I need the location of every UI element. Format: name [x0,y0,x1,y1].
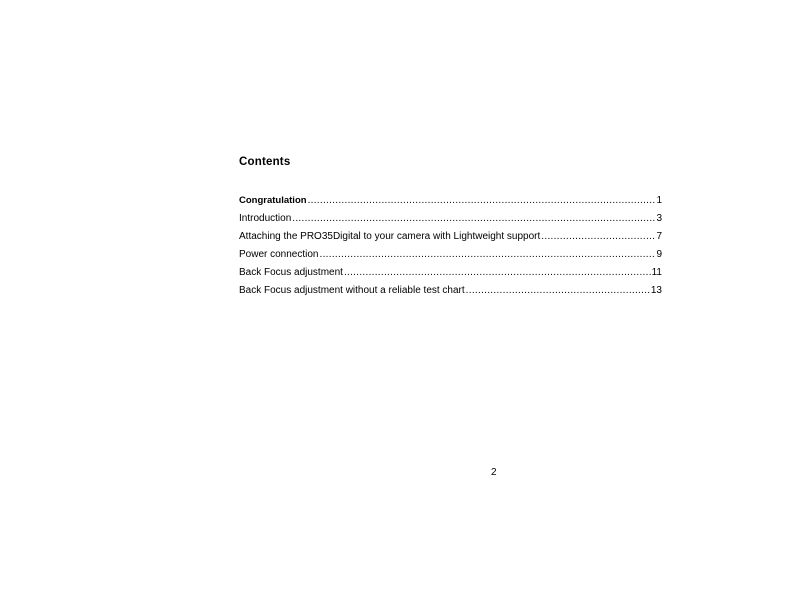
toc-entry-title: Congratulation [239,195,307,206]
toc-entry-congratulation[interactable] [239,192,662,210]
toc-leader-dots [344,264,651,282]
table-of-contents [239,192,662,300]
toc-entry-page: 7 [656,231,662,242]
toc-entry-title: Attaching the PRO35Digital to your camera with Lightweight support [239,231,541,242]
toc-entry-introduction[interactable] [239,210,662,228]
toc-leader-dots [308,192,656,210]
toc-entry-title: Back Focus adjustment without a reliable test chart [239,285,465,296]
toc-entry-title: Power connection [239,249,319,260]
toc-entry-title: Back Focus adjustment [239,267,343,278]
toc-entry-back-focus[interactable] [239,264,662,282]
toc-entry-page: 9 [656,249,662,260]
toc-entry-page: 1 [656,195,662,206]
toc-entry-title: Introduction [239,213,292,224]
toc-leader-dots [320,246,656,264]
toc-entry-back-focus-no-chart[interactable] [239,282,662,300]
toc-leader-dots [292,210,655,228]
toc-leader-dots [466,282,650,300]
toc-entry-page: 11 [651,267,662,278]
contents-heading: Contents [239,156,291,168]
toc-leader-dots [541,228,655,246]
page-number: 2 [491,467,497,478]
toc-entry-power-connection[interactable] [239,246,662,264]
toc-entry-page: 13 [650,285,662,296]
toc-entry-attaching[interactable] [239,228,662,246]
toc-entry-page: 3 [656,213,662,224]
